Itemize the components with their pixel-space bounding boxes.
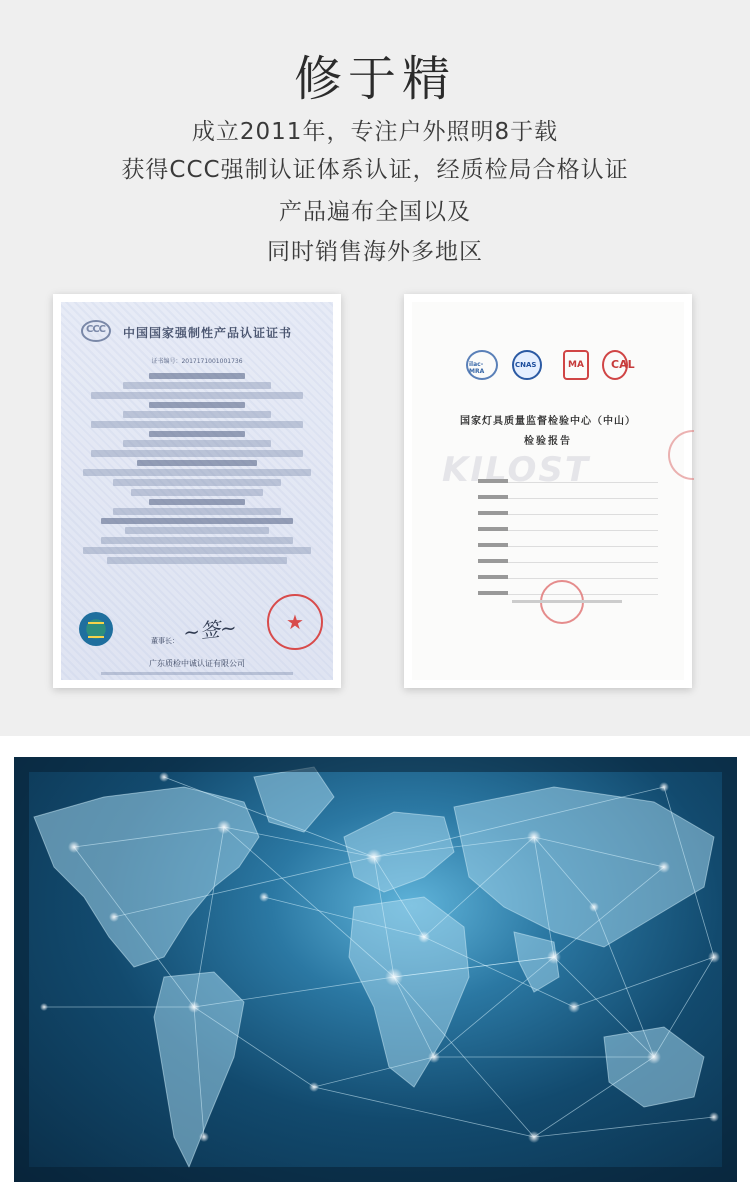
red-seal-icon: ★: [267, 594, 323, 650]
ccc-certificate: [53, 294, 341, 688]
report-paper: [412, 302, 684, 680]
watermark: KILOST: [442, 450, 591, 490]
certificate-number: 证书编号：2017171001001736: [151, 358, 243, 365]
report-fields: [478, 470, 658, 598]
tagline-line-4: 同时销售海外多地区: [267, 239, 483, 265]
certificate-paper: [61, 302, 333, 680]
accreditation-logos: [466, 350, 636, 382]
tagline-line-3: 产品遍布全国以及: [279, 199, 471, 225]
report-title: 国家灯具质量监督检验中心（中山）: [460, 416, 636, 427]
certificate-title: 中国国家强制性产品认证证书: [123, 326, 293, 340]
tagline-line-2: 获得CCC强制认证体系认证，经质检局合格认证: [121, 157, 629, 183]
ma-logo-icon: MA: [563, 350, 589, 380]
inspection-report: [404, 294, 692, 688]
report-subtitle: 检验报告: [524, 436, 572, 447]
brand-title: 修于精: [293, 51, 456, 107]
tagline-line-1: 成立2011年，专注户外照明8于载: [191, 119, 559, 145]
issuer-name: 广东质检中诚认证有限公司: [149, 659, 245, 668]
footer-line: [512, 600, 622, 603]
certificate-body-text: [77, 370, 317, 567]
ilac-mra-logo-icon: ilac-MRA: [466, 350, 498, 380]
ccc-logo-icon: CCC: [81, 320, 111, 342]
cal-logo-icon: CAL: [602, 350, 628, 380]
inspection-emblem-icon: [79, 612, 113, 646]
signature-icon: ~签~: [182, 615, 238, 645]
signature-label: 董事长：: [151, 637, 179, 645]
world-map-icon: [14, 757, 737, 1182]
world-map-network-image: [14, 757, 737, 1182]
cnas-logo-icon: CNAS: [512, 350, 542, 380]
footer-line: [101, 672, 293, 675]
